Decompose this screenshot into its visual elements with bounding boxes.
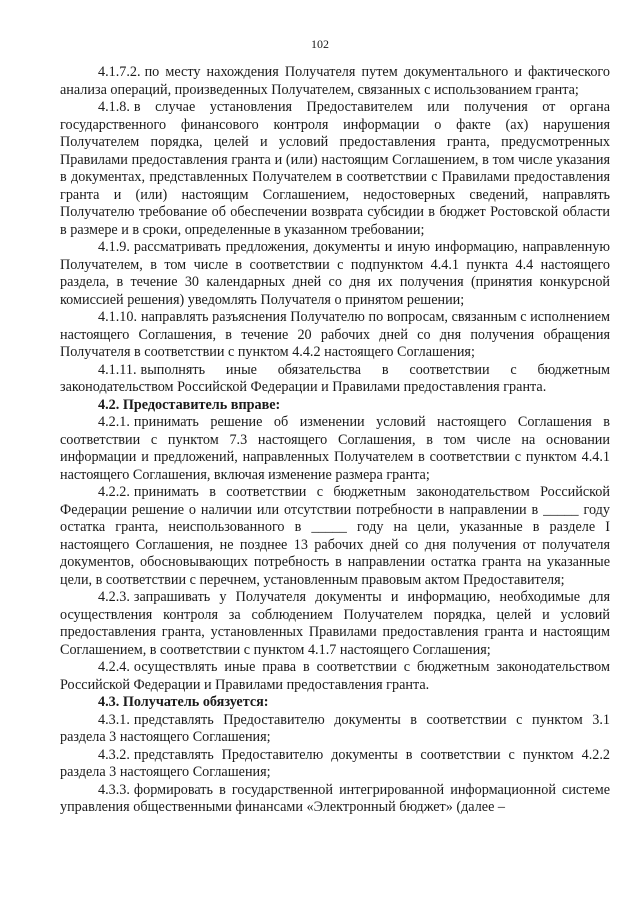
clause-number: 4.1.7.2.	[98, 64, 141, 80]
clause-text: представлять Предоставителю документы в соответствии с пунктом 4.2.2 раздела 3 настоящего Соглашения;	[60, 746, 610, 780]
clause-number: 4.3.1.	[98, 711, 130, 728]
section-heading-4-3: 4.3. Получатель обязуется:	[98, 694, 269, 710]
clause-text: по месту нахождения Получателя путем документального и фактического анализа операций, произведенных Получателем, связанных с использованием гранта;	[60, 64, 610, 98]
clause-number: 4.2.1.	[98, 414, 130, 430]
clause-text: осуществлять иные права в соответствии с бюджетным законодательством Российской Федерации и Правилами предоставления гранта.	[60, 659, 610, 693]
clause-4-2-1	[60, 414, 610, 484]
clause-text: запрашивать у Получателя документы и информацию, необходимые для осуществления контроля за соблюдением Получателем порядка, целей и условий предоставления гранта, установленных Правилами предоставления гранта и настоящим Соглашением, в соответствии с пунктом 4.1.7 настоящего Соглашения;	[60, 589, 610, 658]
clause-number: 4.1.8.	[98, 99, 130, 115]
clause-number: 4.3.2.	[98, 746, 130, 763]
clause-4-2-2	[60, 484, 610, 589]
clause-4-2-4	[60, 659, 610, 694]
clause-4-1-11	[60, 362, 610, 397]
clause-4-1-10	[60, 309, 610, 362]
clause-text: представлять Предоставителю документы в соответствии с пунктом 3.1 раздела 3 настоящего Соглашения;	[60, 711, 610, 745]
clause-text: принимать в соответствии с бюджетным законодательством Российской Федерации решение о наличии или отсутствии потребности в направлении в _____ году остатка гранта, неиспользованного в _____ году на цели, указанные в разделе I настоящего Соглашения, не позднее 13 рабочих дней со дня получения от получателя документов, обосновывающих потребность в направлении остатка гранта на указанные цели, в соответствии с перечнем, установленным правовым актом Предоставителя;	[60, 484, 610, 588]
clause-text: формировать в государственной интегрированной информационной системе управления общественными финансами «Электронный бюджет» (далее –	[60, 781, 610, 815]
clause-number: 4.1.10.	[98, 309, 138, 325]
clause-text: рассматривать предложения, документы и иную информацию, направленную Получателем, в том числе в соответствии с подпунктом 4.4.1 пункта 4.4 настоящего раздела, в течение 30 календарных дней со дня их получения (принятия конкурсной комиссией решения) уведомлять Получателя о принятом решении;	[60, 239, 610, 308]
clause-number: 4.1.11.	[98, 361, 137, 378]
clause-number: 4.2.3.	[98, 589, 130, 605]
clause-text: направлять разъяснения Получателю по вопросам, связанным с исполнением настоящего Соглашения, в течение 20 рабочих дней со дня получения обращения Получателя в соответствии с пунктом 4.4.2 настоящего Соглашения;	[60, 309, 610, 360]
clause-4-1-7-2	[60, 64, 610, 99]
clause-4-1-8	[60, 99, 610, 239]
clause-number: 4.2.2.	[98, 484, 130, 500]
clause-number: 4.2.4.	[98, 659, 130, 675]
clause-4-2-3	[60, 589, 610, 659]
document-body	[60, 64, 610, 817]
clause-4-3-2	[60, 747, 610, 782]
clause-number: 4.1.9.	[98, 239, 130, 255]
clause-text: в случае установления Предоставителем или получения от органа государственного финансового контроля информации о факте (ах) нарушения Получателем порядка, целей и условий предоставления гранта, предусмотренных Правилами предоставления гранта и (или) настоящим Соглашением, в том числе указания в документах, представленных Получателем в соответствии с Правилами предоставления гранта и (или) настоящим Соглашением, недостоверных сведений, направлять Получателю требование об обеспечении возврата субсидии в бюджет Ростовской области в размере и в сроки, определенные в указанном требовании;	[60, 99, 610, 238]
clause-text: принимать решение об изменении условий настоящего Соглашения в соответствии с пунктом 7.3 настоящего Соглашения, в том числе на основании информации и предложений, направленных Получателем в соответствии с пунктом 4.4.1 настоящего Соглашения, включая изменение размера гранта;	[60, 414, 610, 483]
clause-number: 4.3.3.	[98, 781, 130, 798]
clause-text: выполнять иные обязательства в соответствии с бюджетным законодательством Российской Федерации и Правилами предоставления гранта.	[60, 361, 610, 395]
page-number: 102	[311, 37, 329, 51]
clause-4-1-9	[60, 239, 610, 309]
clause-4-3-1	[60, 712, 610, 747]
clause-4-3-3	[60, 782, 610, 817]
section-heading-4-2: 4.2. Предоставитель вправе:	[98, 396, 281, 413]
